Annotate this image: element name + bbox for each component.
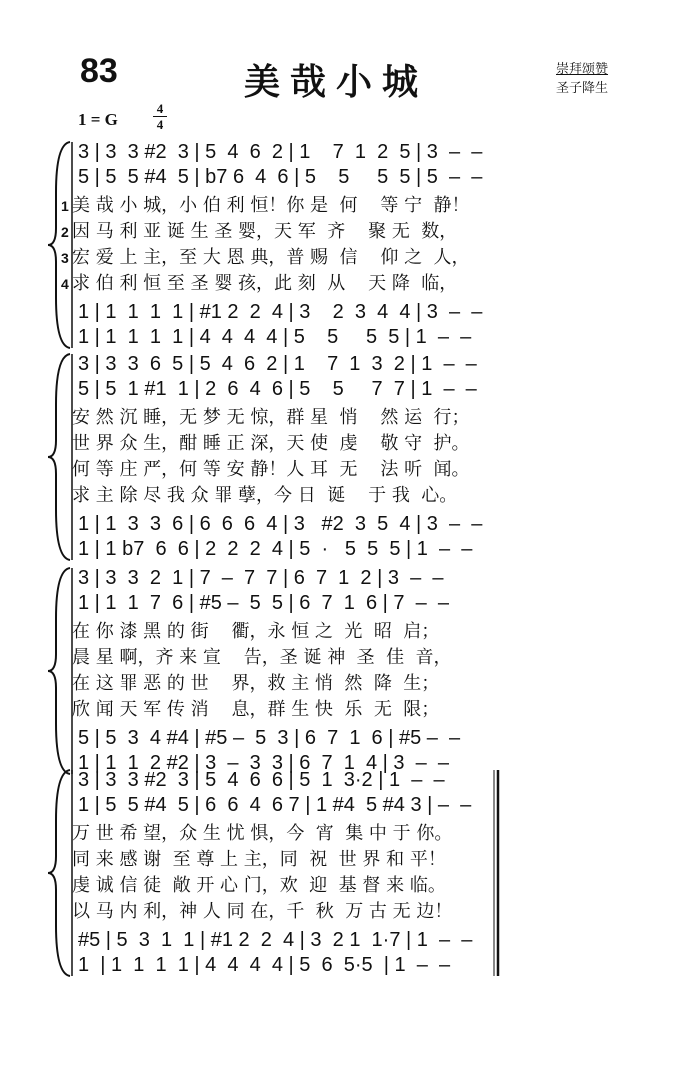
system-brace — [0, 566, 80, 782]
lower-voice-row — [0, 325, 700, 349]
lyric-line — [0, 193, 700, 219]
notation-line: 3 | 3 3 2 1 | 7 – 7 7 | 6 7 1 2 | 3 – – — [78, 567, 444, 589]
verse-number: 2 — [61, 224, 69, 240]
lower-voice-row — [0, 512, 700, 536]
lyric-text: 晨 星 啊，齐 来 宣 告，圣 诞 神 圣 佳 音， — [72, 647, 452, 668]
lyric-text: 在 这 罪 恶 的 世 界，救 主 悄 然 降 生； — [72, 673, 440, 694]
lyric-text: 同 来 感 谢 至 尊 上 主，同 祝 世 界 和 平！ — [72, 849, 446, 870]
lyric-text: 安 然 沉 睡，无 梦 无 惊，群 星 悄 然 运 行； — [72, 407, 470, 428]
hymn-occasion: 圣子降生 — [556, 81, 609, 96]
system-brace — [0, 140, 80, 356]
lyric-text: 求 主 除 尽 我 众 罪 孽，今 日 诞 于 我 心。 — [72, 485, 458, 506]
time-signature — [153, 102, 167, 131]
notation-line: 1 | 1 3 3 6 | 6 6 6 4 | 3 #2 3 5 4 | 3 – – — [78, 513, 483, 535]
lyric-text: 以 马 内 利，神 人 同 在，千 秋 万 古 无 边！ — [72, 901, 453, 922]
verse-number: 3 — [61, 250, 69, 266]
lyric-text: 何 等 庄 严，何 等 安 静！人 耳 无 法 听 闻。 — [72, 459, 470, 480]
notation-line: 1 | 1 1 1 1 | #1 2 2 4 | 3 2 3 4 4 | 3 – – — [78, 301, 483, 323]
lyric-line — [0, 483, 700, 509]
notation-line: 1 | 1 1 1 1 | 4 4 4 4 | 5 5 5 5 | 1 – – — [78, 326, 472, 348]
notation-line: 1 | 1 1 1 1 | 4 4 4 4 | 5 6 5·5 | 1 – – — [78, 954, 451, 976]
lyric-text: 欣 闻 天 军 传 消 息，群 生 快 乐 无 限； — [72, 699, 440, 720]
lyric-text: 在 你 漆 黑 的 街 衢，永 恒 之 光 昭 启； — [72, 621, 440, 642]
brace-curve — [48, 568, 70, 774]
notation-line: 1 | 1 1 7 6 | #5 – 5 5 | 6 7 1 6 | 7 – – — [78, 592, 450, 614]
upper-voice-row — [0, 377, 700, 401]
notation-line: 1 | 1 1 2 #2 | 3 – 3 3 | 6 7 1 4 | 3 – – — [78, 752, 450, 774]
notation-line: 3 | 3 3 6 5 | 5 4 6 2 | 1 7 1 3 2 | 1 – – — [78, 353, 477, 375]
lyric-line — [0, 245, 700, 271]
lyric-text: 求 伯 利 恒 至 圣 婴 孩，此 刻 从 天 降 临， — [72, 273, 458, 294]
key-signature: 1 = G — [78, 110, 118, 129]
brace-curve — [48, 770, 70, 976]
upper-voice-row — [0, 140, 700, 164]
verse-number: 1 — [61, 198, 69, 214]
verse-number: 4 — [61, 276, 69, 292]
notation-line: 3 | 3 3 #2 3 | 5 4 6 2 | 1 7 1 2 5 | 3 – – — [78, 141, 483, 163]
time-signature-bottom: 4 — [156, 117, 164, 132]
upper-voice-row — [0, 566, 700, 590]
lyric-text: 万 世 希 望，众 生 忧 惧，今 宵 集 中 于 你。 — [72, 823, 453, 844]
upper-voice-row — [0, 165, 700, 189]
upper-voice-row — [0, 591, 700, 615]
lyric-line — [0, 431, 700, 457]
notation-line: 3 | 3 3 #2 3 | 5 4 6 6 | 5 1 3·2 | 1 – – — [78, 769, 445, 791]
notation-line: 5 | 5 3 4 #4 | #5 – 5 3 | 6 7 1 6 | #5 – – — [78, 727, 461, 749]
lyric-line — [0, 405, 700, 431]
upper-voice-row — [0, 352, 700, 376]
lyric-text: 宏 爱 上 主，至 大 恩 典，普 赐 信 仰 之 人， — [72, 247, 470, 268]
system-brace — [0, 768, 520, 984]
time-signature-top: 4 — [156, 101, 164, 116]
notation-line: 5 | 5 1 #1 1 | 2 6 4 6 | 5 5 7 7 | 1 – – — [78, 378, 477, 400]
lyric-line — [0, 645, 700, 671]
notation-line: #5 | 5 3 1 1 | #1 2 2 4 | 3 2 1 1·7 | 1 – – — [78, 929, 473, 951]
system-brace — [0, 352, 80, 568]
lyric-line — [0, 219, 700, 245]
lyric-line — [0, 271, 700, 297]
lyric-text: 因 马 利 亚 诞 生 圣 婴，天 军 齐 聚 无 数， — [72, 221, 458, 242]
hymn-category: 崇拜颂赞 — [556, 62, 609, 77]
lyric-line — [0, 457, 700, 483]
notation-line: 1 | 1 b7 6 6 | 2 2 2 4 | 5 · 5 5 5 | 1 – – — [78, 538, 473, 560]
lower-voice-row — [0, 537, 700, 561]
brace-curve — [48, 142, 70, 348]
notation-line: 1 | 5 5 #4 5 | 6 6 4 6 7 | 1 #4 5 #4 3 | – – — [78, 794, 472, 816]
lyric-text: 美 哉 小 城，小 伯 利 恒！你 是 何 等 宁 静！ — [72, 195, 470, 216]
lyric-text: 世 界 众 生，酣 睡 正 深，天 使 虔 敬 守 护。 — [72, 433, 470, 454]
notation-line: 5 | 5 5 #4 5 | b7 6 4 6 | 5 5 5 5 | 5 – – — [78, 166, 483, 188]
lower-voice-row — [0, 726, 700, 750]
brace-curve — [48, 354, 70, 560]
hymn-number: 83 — [80, 52, 118, 90]
lower-voice-row — [0, 300, 700, 324]
lyric-line — [0, 619, 700, 645]
lyric-line — [0, 697, 700, 723]
lyric-line — [0, 671, 700, 697]
lyric-text: 虔 诚 信 徒 敞 开 心 门，欢 迎 基 督 来 临。 — [72, 875, 446, 896]
hymn-title: 美哉小城 — [244, 61, 429, 103]
